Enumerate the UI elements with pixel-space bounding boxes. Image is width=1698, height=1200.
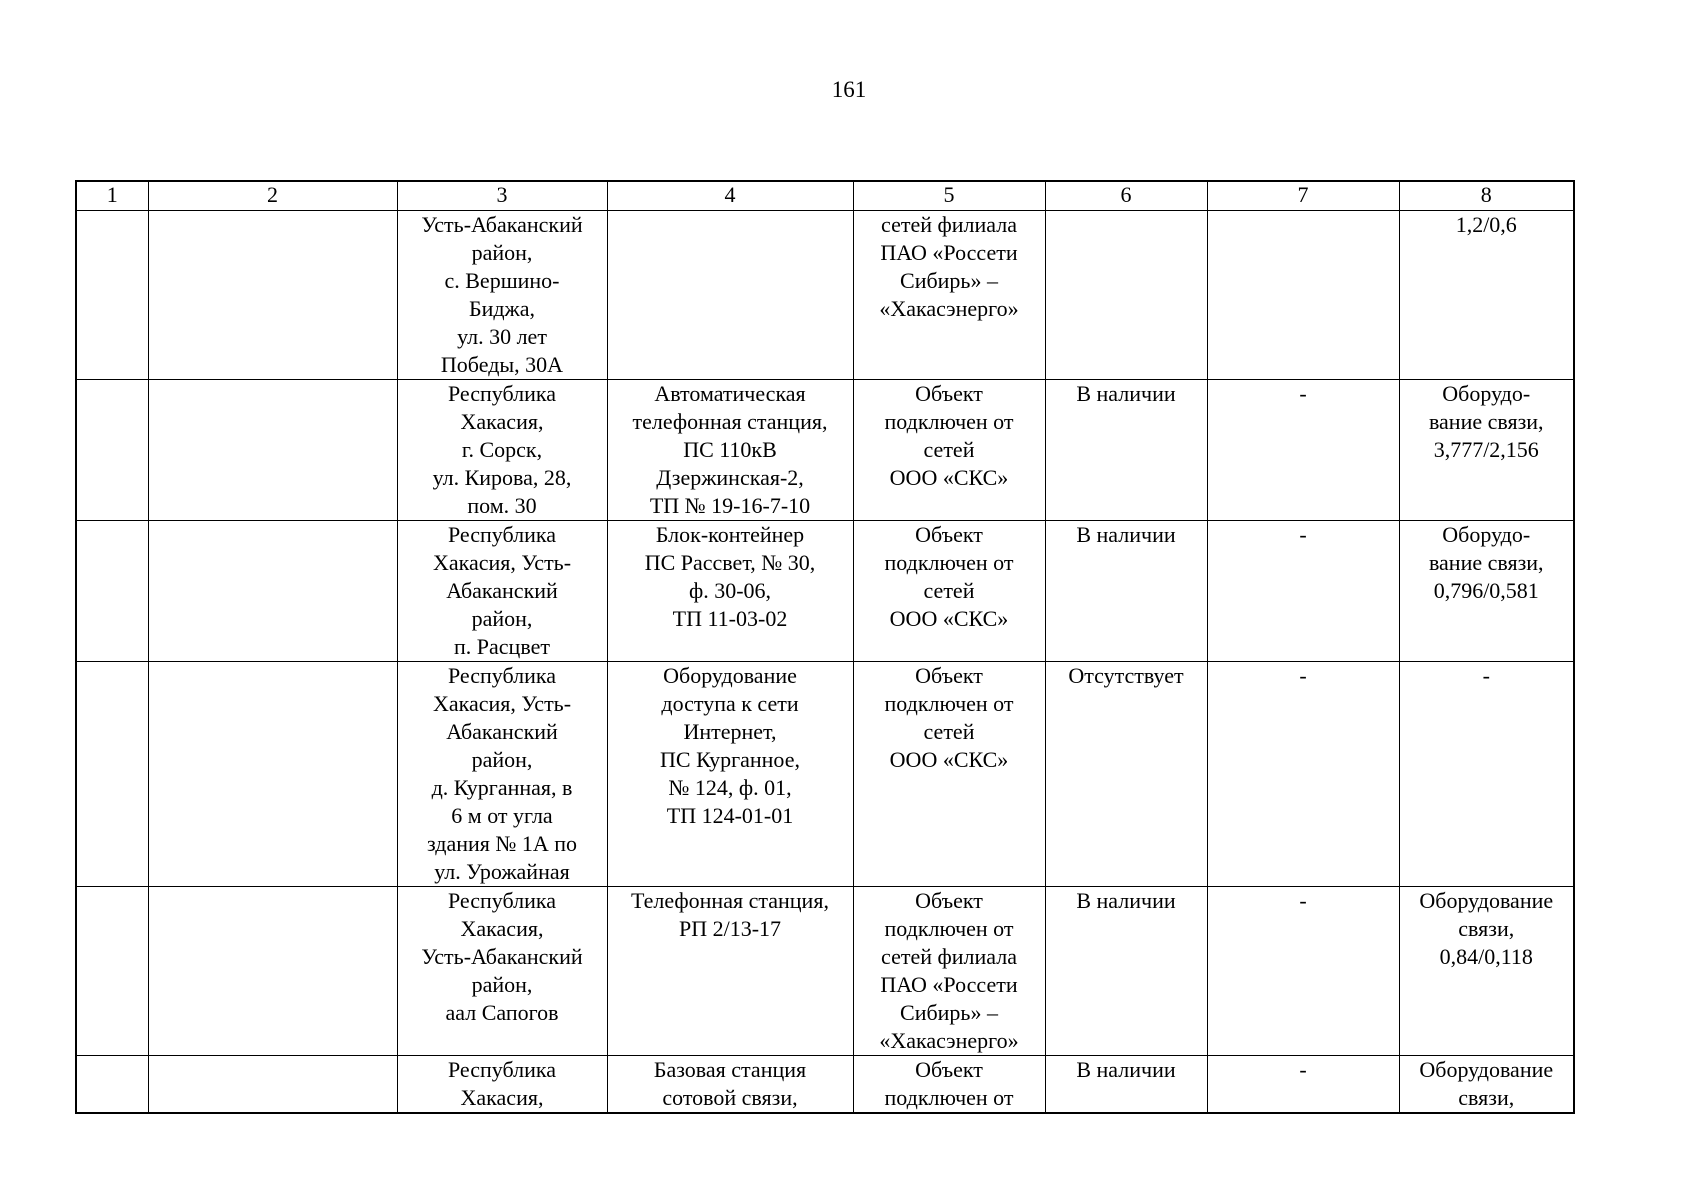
cell-text-line: п. Расцвет <box>454 634 550 659</box>
cell-text-line: Республика <box>447 888 557 913</box>
table-cell-col-3 <box>397 211 607 380</box>
cell-text-line: Объект <box>915 663 983 688</box>
table-cell-col-1 <box>76 380 148 521</box>
table-cell-col-2 <box>148 1056 397 1114</box>
cell-text-line: Дзержинская-2, <box>656 465 804 490</box>
cell-text-line: подключен от <box>884 916 1014 941</box>
cell-text-line: Абаканский <box>446 719 558 744</box>
table-cell-col-7 <box>1207 1056 1399 1114</box>
column-header-8: 8 <box>1399 181 1574 211</box>
table-cell-col-4 <box>607 211 853 380</box>
table-row <box>76 380 1574 521</box>
page-number: 161 <box>831 77 867 102</box>
cell-text-line: аал Сапогов <box>445 1000 559 1025</box>
table-cell-col-1 <box>76 662 148 887</box>
cell-text-line: - <box>1299 522 1307 547</box>
table-cell-col-2 <box>148 211 397 380</box>
table-cell-col-6 <box>1045 1056 1207 1114</box>
cell-text-line: Оборудо- <box>1442 381 1531 406</box>
cell-text-line: ПС 110кВ <box>683 437 777 462</box>
cell-text-line: ПАО «Россети <box>880 240 1018 265</box>
table-cell-col-7 <box>1207 380 1399 521</box>
cell-text-line: Хакасия, <box>460 916 544 941</box>
table-cell-col-4 <box>607 521 853 662</box>
cell-text-line: 0,796/0,581 <box>1433 578 1539 603</box>
cell-text-line: сетей <box>923 578 975 603</box>
table-cell-col-7 <box>1207 887 1399 1056</box>
table-cell-col-8 <box>1399 521 1574 662</box>
cell-text-line: связи, <box>1458 916 1515 941</box>
cell-text-line: Телефонная станция, <box>631 888 829 913</box>
table-cell-col-3 <box>397 380 607 521</box>
table-cell-col-4 <box>607 887 853 1056</box>
cell-text-line: Автоматическая <box>654 381 806 406</box>
cell-text-line: ПАО «Россети <box>880 972 1018 997</box>
cell-text-line: Сибирь» – <box>900 268 998 293</box>
column-header-3: 3 <box>397 181 607 211</box>
table-cell-col-7 <box>1207 662 1399 887</box>
column-header-2: 2 <box>148 181 397 211</box>
cell-text-line: подключен от <box>884 691 1014 716</box>
column-header-7: 7 <box>1207 181 1399 211</box>
cell-text-line: - <box>1299 1057 1307 1082</box>
cell-text-line: доступа к сети <box>661 691 799 716</box>
cell-text-line: Сибирь» – <box>900 1000 998 1025</box>
table-cell-col-4 <box>607 662 853 887</box>
cell-text-line: Республика <box>447 381 557 406</box>
cell-text-line: Блок-контейнер <box>655 522 805 547</box>
table-cell-col-7 <box>1207 211 1399 380</box>
cell-text-line: - <box>1482 663 1490 688</box>
cell-text-line: здания № 1А по <box>426 831 578 856</box>
table-cell-col-2 <box>148 521 397 662</box>
table-row <box>76 211 1574 380</box>
cell-text-line: Республика <box>447 663 557 688</box>
cell-text-line: сетей <box>923 719 975 744</box>
column-header-1: 1 <box>76 181 148 211</box>
cell-text-line: Усть-Абаканский <box>421 944 583 969</box>
cell-text-line: 1,2/0,6 <box>1455 212 1517 237</box>
cell-text-line: Победы, 30А <box>440 352 564 377</box>
cell-text-line: подключен от <box>884 550 1014 575</box>
table-cell-col-8 <box>1399 211 1574 380</box>
cell-text-line: район, <box>471 606 533 631</box>
table-cell-col-7 <box>1207 521 1399 662</box>
cell-text-line: 0,84/0,118 <box>1439 944 1533 969</box>
table-cell-col-5 <box>853 1056 1045 1114</box>
cell-text-line: ТП 11-03-02 <box>672 606 788 631</box>
cell-text-line: № 124, ф. 01, <box>668 775 792 800</box>
cell-text-line: Интернет, <box>683 719 777 744</box>
cell-text-line: ул. 30 лет <box>457 324 547 349</box>
table-cell-col-2 <box>148 380 397 521</box>
cell-text-line: район, <box>471 972 533 997</box>
table-cell-col-5 <box>853 887 1045 1056</box>
cell-text-line: ТП № 19-16-7-10 <box>649 493 811 518</box>
table-row <box>76 1056 1574 1114</box>
cell-text-line: Отсутствует <box>1068 663 1184 688</box>
cell-text-line: Объект <box>915 522 983 547</box>
table-cell-col-1 <box>76 211 148 380</box>
cell-text-line: ООО «СКС» <box>889 606 1009 631</box>
table-cell-col-8 <box>1399 662 1574 887</box>
cell-text-line: вание связи, <box>1428 550 1544 575</box>
table-row <box>76 662 1574 887</box>
cell-text-line: сетей <box>923 437 975 462</box>
cell-text-line: Объект <box>915 888 983 913</box>
table-cell-col-6 <box>1045 887 1207 1056</box>
table-cell-col-1 <box>76 1056 148 1114</box>
table-cell-col-5 <box>853 380 1045 521</box>
cell-text-line: с. Вершино- <box>444 268 560 293</box>
cell-text-line: В наличии <box>1076 522 1176 547</box>
cell-text-line: связи, <box>1458 1085 1515 1110</box>
cell-text-line: В наличии <box>1076 888 1176 913</box>
table-cell-col-6 <box>1045 380 1207 521</box>
cell-text-line: Республика <box>447 522 557 547</box>
cell-text-line: подключен от <box>884 409 1014 434</box>
cell-text-line: Абаканский <box>446 578 558 603</box>
cell-text-line: Оборудование <box>1419 888 1554 913</box>
cell-text-line: ООО «СКС» <box>889 465 1009 490</box>
table-cell-col-8 <box>1399 1056 1574 1114</box>
column-header-4: 4 <box>607 181 853 211</box>
cell-text-line: Оборудо- <box>1442 522 1531 547</box>
cell-text-line: Базовая станция <box>653 1057 807 1082</box>
cell-text-line: Хакасия, Усть- <box>432 691 572 716</box>
cell-text-line: Усть-Абаканский <box>421 212 583 237</box>
cell-text-line: Хакасия, <box>460 409 544 434</box>
cell-text-line: Оборудование <box>1419 1057 1554 1082</box>
table-cell-col-1 <box>76 887 148 1056</box>
table-cell-col-1 <box>76 521 148 662</box>
cell-text-line: «Хакасэнерго» <box>879 1028 1019 1053</box>
table-cell-col-3 <box>397 521 607 662</box>
table-cell-col-6 <box>1045 521 1207 662</box>
table-row <box>76 521 1574 662</box>
cell-text-line: ПС Рассвет, № 30, <box>644 550 816 575</box>
cell-text-line: Республика <box>447 1057 557 1082</box>
table-row <box>76 887 1574 1056</box>
table-cell-col-3 <box>397 662 607 887</box>
cell-text-line: Объект <box>915 381 983 406</box>
cell-text-line: ПС Курганное, <box>660 747 800 772</box>
cell-text-line: подключен от <box>884 1085 1014 1110</box>
cell-text-line: ул. Урожайная <box>434 859 570 884</box>
cell-text-line: Оборудование <box>663 663 797 688</box>
cell-text-line: - <box>1299 381 1307 406</box>
cell-text-line: - <box>1299 663 1307 688</box>
cell-text-line: ф. 30-06, <box>688 578 772 603</box>
cell-text-line: район, <box>471 747 533 772</box>
cell-text-line: сетей филиала <box>881 944 1017 969</box>
cell-text-line: сотовой связи, <box>662 1085 798 1110</box>
table-cell-col-3 <box>397 1056 607 1114</box>
table-cell-col-6 <box>1045 211 1207 380</box>
cell-text-line: Хакасия, <box>460 1085 544 1110</box>
cell-text-line: В наличии <box>1076 1057 1176 1082</box>
cell-text-line: г. Сорск, <box>461 437 543 462</box>
column-header-6: 6 <box>1045 181 1207 211</box>
cell-text-line: РП 2/13-17 <box>678 916 782 941</box>
table-cell-col-8 <box>1399 380 1574 521</box>
header-row <box>76 181 1574 211</box>
table-cell-col-4 <box>607 380 853 521</box>
cell-text-line: ООО «СКС» <box>889 747 1009 772</box>
cell-text-line: пом. 30 <box>467 493 537 518</box>
table-cell-col-2 <box>148 662 397 887</box>
column-header-5: 5 <box>853 181 1045 211</box>
table-cell-col-6 <box>1045 662 1207 887</box>
cell-text-line: Хакасия, Усть- <box>432 550 572 575</box>
cell-text-line: «Хакасэнерго» <box>879 296 1019 321</box>
cell-text-line: ТП 124-01-01 <box>666 803 794 828</box>
table-cell-col-5 <box>853 662 1045 887</box>
cell-text-line: район, <box>471 240 533 265</box>
cell-text-line: В наличии <box>1076 381 1176 406</box>
data-table <box>75 180 1575 1114</box>
table-cell-col-3 <box>397 887 607 1056</box>
table-body <box>76 211 1574 1114</box>
cell-text-line: ул. Кирова, 28, <box>432 465 572 490</box>
table-cell-col-4 <box>607 1056 853 1114</box>
cell-text-line: вание связи, <box>1428 409 1544 434</box>
table-cell-col-5 <box>853 211 1045 380</box>
cell-text-line: 3,777/2,156 <box>1433 437 1539 462</box>
cell-text-line: Биджа, <box>468 296 536 321</box>
cell-text-line: 6 м от угла <box>451 803 553 828</box>
table-cell-col-5 <box>853 521 1045 662</box>
cell-text-line: д. Курганная, в <box>431 775 573 800</box>
cell-text-line: телефонная станция, <box>632 409 828 434</box>
table-cell-col-2 <box>148 887 397 1056</box>
cell-text-line: - <box>1299 888 1307 913</box>
cell-text-line: Объект <box>915 1057 983 1082</box>
table-cell-col-8 <box>1399 887 1574 1056</box>
cell-text-line: сетей филиала <box>881 212 1017 237</box>
